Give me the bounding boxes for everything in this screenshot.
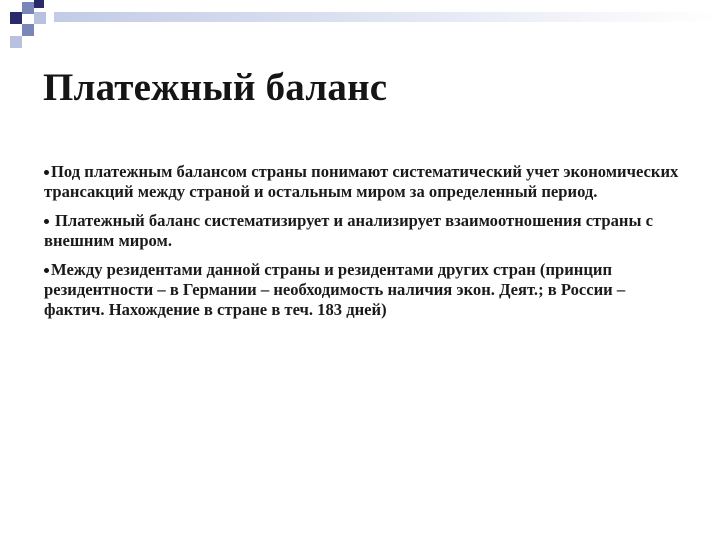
checker-square <box>34 12 46 24</box>
checker-square <box>22 24 34 36</box>
bullet-item <box>44 162 684 202</box>
bullet-dot-icon <box>44 268 49 273</box>
checker-square <box>22 2 34 14</box>
checker-square <box>10 12 22 24</box>
bullet-text: Между резидентами данной страны и резидентами других стран (принцип резидентности – в Германии – необходимость наличия экон. Деят.; в России – фактич. Нахождение в стране в теч. 183 дней) <box>44 260 626 319</box>
checker-square <box>34 0 44 8</box>
bullet-list <box>44 162 684 329</box>
bullet-dot-icon <box>44 170 49 175</box>
slide-title: Платежный баланс <box>43 66 388 109</box>
checker-square <box>10 36 22 48</box>
bullet-dot-icon <box>44 219 49 224</box>
top-gradient-bar <box>54 12 720 22</box>
bullet-item <box>44 211 684 251</box>
bullet-text: Под платежным балансом страны понимают систематический учет экономических трансакций между страной и остальным миром за определенный период. <box>44 162 679 201</box>
bullet-text: Платежный баланс систематизирует и анализирует взаимоотношения страны с внешним миром. <box>44 211 653 250</box>
bullet-item <box>44 260 684 320</box>
